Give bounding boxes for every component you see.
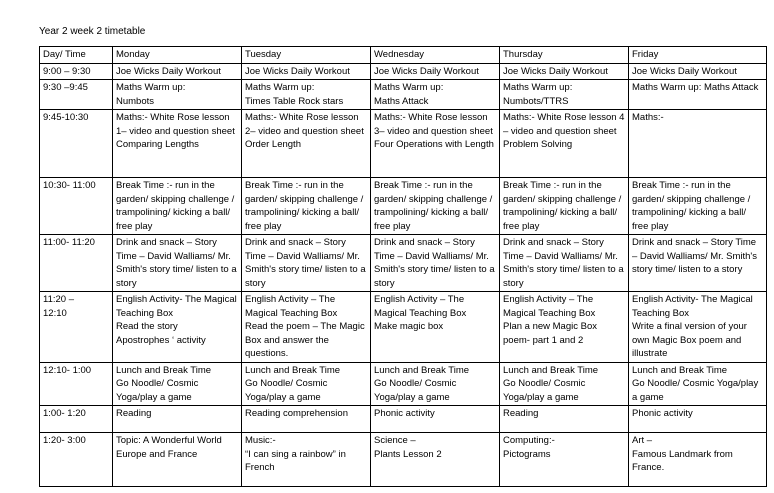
table-row [40, 433, 767, 487]
activity-cell: Maths:- White Rose lesson 3– video and question sheet Four Operations with Length [371, 110, 500, 178]
table-row [40, 362, 767, 406]
activity-cell: English Activity – The Magical Teaching Box Plan a new Magic Box poem- part 1 and 2 [500, 292, 629, 363]
activity-cell: Maths:- White Rose lesson 2– video and question sheet Order Length [242, 110, 371, 178]
table-row [40, 292, 767, 363]
time-cell: 1:20- 3:00 [40, 433, 113, 487]
activity-cell: Drink and snack – Story Time – David Walliams/ Mr. Smith's story time/ listen to a story [500, 235, 629, 292]
time-cell: 9:45-10:30 [40, 110, 113, 178]
activity-cell: Joe Wicks Daily Workout [242, 63, 371, 80]
table-row [40, 406, 767, 433]
activity-cell: English Activity- The Magical Teaching Box Write a final version of your own Magic Box poem and illustrate [629, 292, 767, 363]
activity-cell: Maths Warm up: Maths Attack [371, 80, 500, 110]
header-tuesday: Tuesday [242, 47, 371, 64]
activity-cell: Lunch and Break Time Go Noodle/ Cosmic Yoga/play a game [242, 362, 371, 406]
header-monday: Monday [113, 47, 242, 64]
header-row [40, 47, 767, 64]
time-cell: 10:30- 11:00 [40, 178, 113, 235]
timetable [39, 46, 767, 487]
time-cell: 11:20 – 12:10 [40, 292, 113, 363]
header-friday: Friday [629, 47, 767, 64]
activity-cell: Drink and snack – Story Time – David Walliams/ Mr. Smith's story time/ listen to a story [242, 235, 371, 292]
activity-cell: Lunch and Break Time Go Noodle/ Cosmic Yoga/play a game [500, 362, 629, 406]
activity-cell: Maths:- [629, 110, 767, 178]
activity-cell: Drink and snack – Story Time – David Walliams/ Mr. Smith's story time/ listen to a story [371, 235, 500, 292]
activity-cell: Lunch and Break Time Go Noodle/ Cosmic Yoga/play a game [371, 362, 500, 406]
time-cell: 12:10- 1:00 [40, 362, 113, 406]
activity-cell: Break Time :- run in the garden/ skipping challenge / trampolining/ kicking a ball/ free play [371, 178, 500, 235]
activity-cell: Phonic activity [629, 406, 767, 433]
activity-cell: English Activity- The Magical Teaching Box Read the story Apostrophes ‘ activity [113, 292, 242, 363]
header-wednesday: Wednesday [371, 47, 500, 64]
activity-cell: Topic: A Wonderful World Europe and France [113, 433, 242, 487]
table-row [40, 80, 767, 110]
activity-cell: English Activity – The Magical Teaching Box Make magic box [371, 292, 500, 363]
time-cell: 1:00- 1:20 [40, 406, 113, 433]
activity-cell: Joe Wicks Daily Workout [500, 63, 629, 80]
time-cell: 9:00 – 9:30 [40, 63, 113, 80]
activity-cell: Maths Warm up: Numbots [113, 80, 242, 110]
activity-cell: Reading [113, 406, 242, 433]
time-cell: 11:00- 11:20 [40, 235, 113, 292]
activity-cell: Maths:- White Rose lesson 1– video and question sheet Comparing Lengths [113, 110, 242, 178]
table-row [40, 110, 767, 178]
activity-cell: Break Time :- run in the garden/ skipping challenge / trampolining/ kicking a ball/ free play [500, 178, 629, 235]
activity-cell: Science – Plants Lesson 2 [371, 433, 500, 487]
activity-cell: Joe Wicks Daily Workout [629, 63, 767, 80]
activity-cell: Reading comprehension [242, 406, 371, 433]
activity-cell: Break Time :- run in the garden/ skipping challenge / trampolining/ kicking a ball/ free play [629, 178, 767, 235]
table-row [40, 235, 767, 292]
activity-cell: Art – Famous Landmark from France. [629, 433, 767, 487]
page-title: Year 2 week 2 timetable [39, 26, 146, 37]
activity-cell: Break Time :- run in the garden/ skipping challenge / trampolining/ kicking a ball/ free play [113, 178, 242, 235]
activity-cell: Lunch and Break Time Go Noodle/ Cosmic Yoga/play a game [629, 362, 767, 406]
activity-cell: Lunch and Break Time Go Noodle/ Cosmic Yoga/play a game [113, 362, 242, 406]
activity-cell: Maths Warm up: Maths Attack [629, 80, 767, 110]
activity-cell: Break Time :- run in the garden/ skipping challenge / trampolining/ kicking a ball/ free play [242, 178, 371, 235]
time-cell: 9:30 –9:45 [40, 80, 113, 110]
activity-cell: Joe Wicks Daily Workout [113, 63, 242, 80]
header-thursday: Thursday [500, 47, 629, 64]
table-row [40, 178, 767, 235]
activity-cell: Maths Warm up: Times Table Rock stars [242, 80, 371, 110]
activity-cell: Drink and snack – Story Time – David Walliams/ Mr. Smith's story time/ listen to a story [113, 235, 242, 292]
activity-cell: Joe Wicks Daily Workout [371, 63, 500, 80]
activity-cell: Maths Warm up: Numbots/TTRS [500, 80, 629, 110]
header-day-time: Day/ Time [40, 47, 113, 64]
activity-cell: Phonic activity [371, 406, 500, 433]
activity-cell: Reading [500, 406, 629, 433]
table-row [40, 63, 767, 80]
activity-cell: Music:- “I can sing a rainbow” in French [242, 433, 371, 487]
activity-cell: Drink and snack – Story Time – David Walliams/ Mr. Smith's story time/ listen to a story [629, 235, 767, 292]
activity-cell: English Activity – The Magical Teaching Box Read the poem – The Magic Box and answer the questions. [242, 292, 371, 363]
activity-cell: Computing:- Pictograms [500, 433, 629, 487]
activity-cell: Maths:- White Rose lesson 4 – video and question sheet Problem Solving [500, 110, 629, 178]
